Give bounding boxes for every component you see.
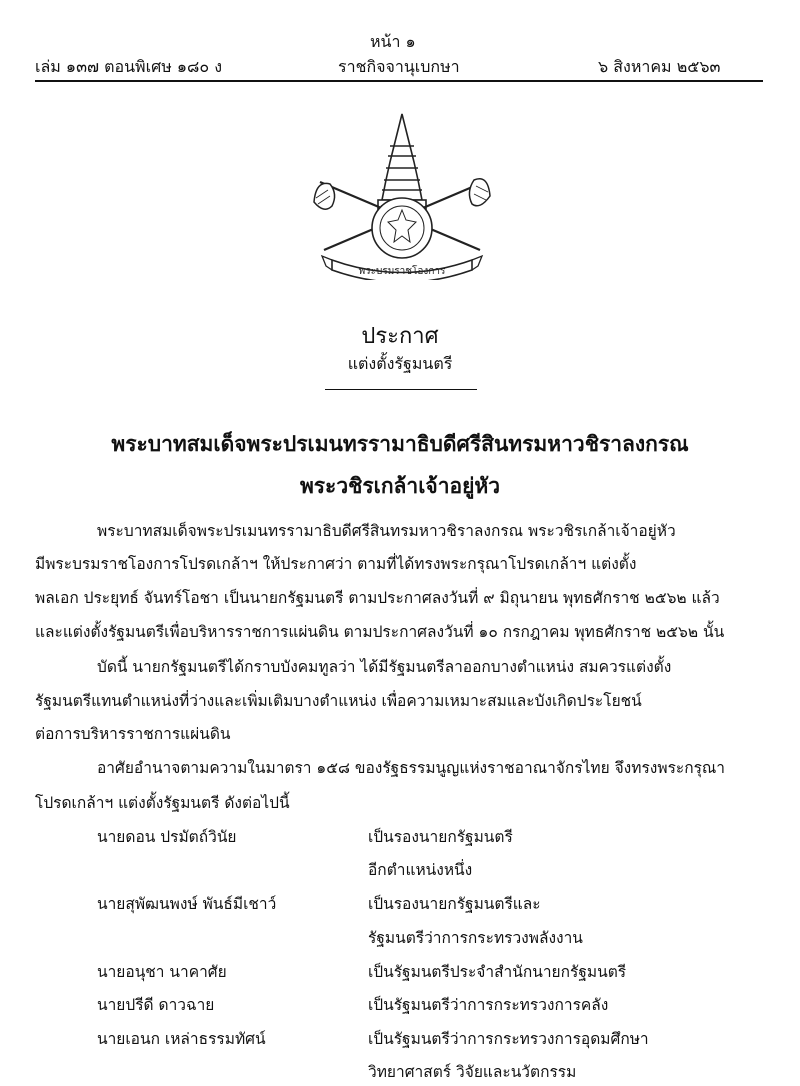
appointee-position: วิทยาศาสตร์ วิจัยและนวัตกรรม xyxy=(368,1063,577,1081)
body-line-6: รัฐมนตรีแทนตำแหน่งที่ว่างและเพิ่มเติมบางตำแหน่ง เพื่อความเหมาะสมและบังเกิดประโยชน์ xyxy=(35,692,642,710)
appointee-position: เป็นรัฐมนตรีว่าการกระทรวงการอุดมศึกษา xyxy=(368,1030,649,1048)
appointee-position: อีกตำแหน่งหนึ่ง xyxy=(368,861,473,879)
seal-text: พระบรมราชโองการ xyxy=(358,266,446,277)
body-line-5: บัดนี้ นายกรัฐมนตรีได้กราบบังคมทูลว่า ได้มีรัฐมนตรีลาออกบางตำแหน่ง สมควรแต่งตั้ง xyxy=(97,658,672,676)
body-line-3: พลเอก ประยุทธ์ จันทร์โอชา เป็นนายกรัฐมนตรี ตามประกาศลงวันที่ ๙ มิถุนายน พุทธศักราช ๒๕๖๒ แล้ว xyxy=(35,589,720,607)
gazette-name: ราชกิจจานุเบกษา xyxy=(338,57,460,76)
appointee-position: เป็นรัฐมนตรีว่าการกระทรวงการคลัง xyxy=(368,996,609,1014)
publication-date: ๖ สิงหาคม ๒๕๖๓ xyxy=(598,57,721,76)
king-name-line1: พระบาทสมเด็จพระปรเมนทรรามาธิบดีศรีสินทรมหาวชิราลงกรณ xyxy=(111,432,689,456)
appointee-position: เป็นรองนายกรัฐมนตรี xyxy=(368,828,513,846)
king-name-line2: พระวชิรเกล้าเจ้าอยู่หัว xyxy=(299,474,501,498)
appointee-position: เป็นรองนายกรัฐมนตรีและ xyxy=(368,895,541,913)
appointee-name: นายดอน ปรมัตถ์วินัย xyxy=(97,828,237,846)
appointee-name: นายสุพัฒนพงษ์ พันธ์มีเชาว์ xyxy=(97,895,277,913)
royal-emblem-icon xyxy=(302,110,502,280)
title-divider xyxy=(325,389,477,390)
volume-issue: เล่ม ๑๓๗ ตอนพิเศษ ๑๘๐ ง xyxy=(35,57,223,76)
appointee-name: นายเอนก เหล่าธรรมทัศน์ xyxy=(97,1030,266,1048)
announcement-subject: แต่งตั้งรัฐมนตรี xyxy=(347,354,453,373)
body-line-2: มีพระบรมราชโองการโปรดเกล้าฯ ให้ประกาศว่า ตามที่ได้ทรงพระกรุณาโปรดเกล้าฯ แต่งตั้ง xyxy=(35,555,637,573)
body-line-8: อาศัยอำนาจตามความในมาตรา ๑๕๘ ของรัฐธรรมนูญแห่งราชอาณาจักรไทย จึงทรงพระกรุณา xyxy=(97,759,726,777)
appointee-name: นายอนุชา นาคาศัย xyxy=(97,963,227,981)
header-divider xyxy=(35,80,763,82)
appointee-name: นายปรีดี ดาวฉาย xyxy=(97,996,215,1014)
body-line-9: โปรดเกล้าฯ แต่งตั้งรัฐมนตรี ดังต่อไปนี้ xyxy=(35,794,290,812)
body-line-1: พระบาทสมเด็จพระปรเมนทรรามาธิบดีศรีสินทรมหาวชิราลงกรณ พระวชิรเกล้าเจ้าอยู่หัว xyxy=(97,522,676,540)
body-line-4: และแต่งตั้งรัฐมนตรีเพื่อบริหารราชการแผ่นดิน ตามประกาศลงวันที่ ๑๐ กรกฎาคม พุทธศักราช ๒๕๖๒ นั้น xyxy=(35,623,725,641)
appointee-position: รัฐมนตรีว่าการกระทรวงพลังงาน xyxy=(368,929,583,947)
body-line-7: ต่อการบริหารราชการแผ่นดิน xyxy=(35,725,231,743)
appointee-position: เป็นรัฐมนตรีประจำสำนักนายกรัฐมนตรี xyxy=(368,963,627,981)
page-number: หน้า ๑ xyxy=(370,32,416,51)
announcement-title: ประกาศ xyxy=(361,324,439,349)
